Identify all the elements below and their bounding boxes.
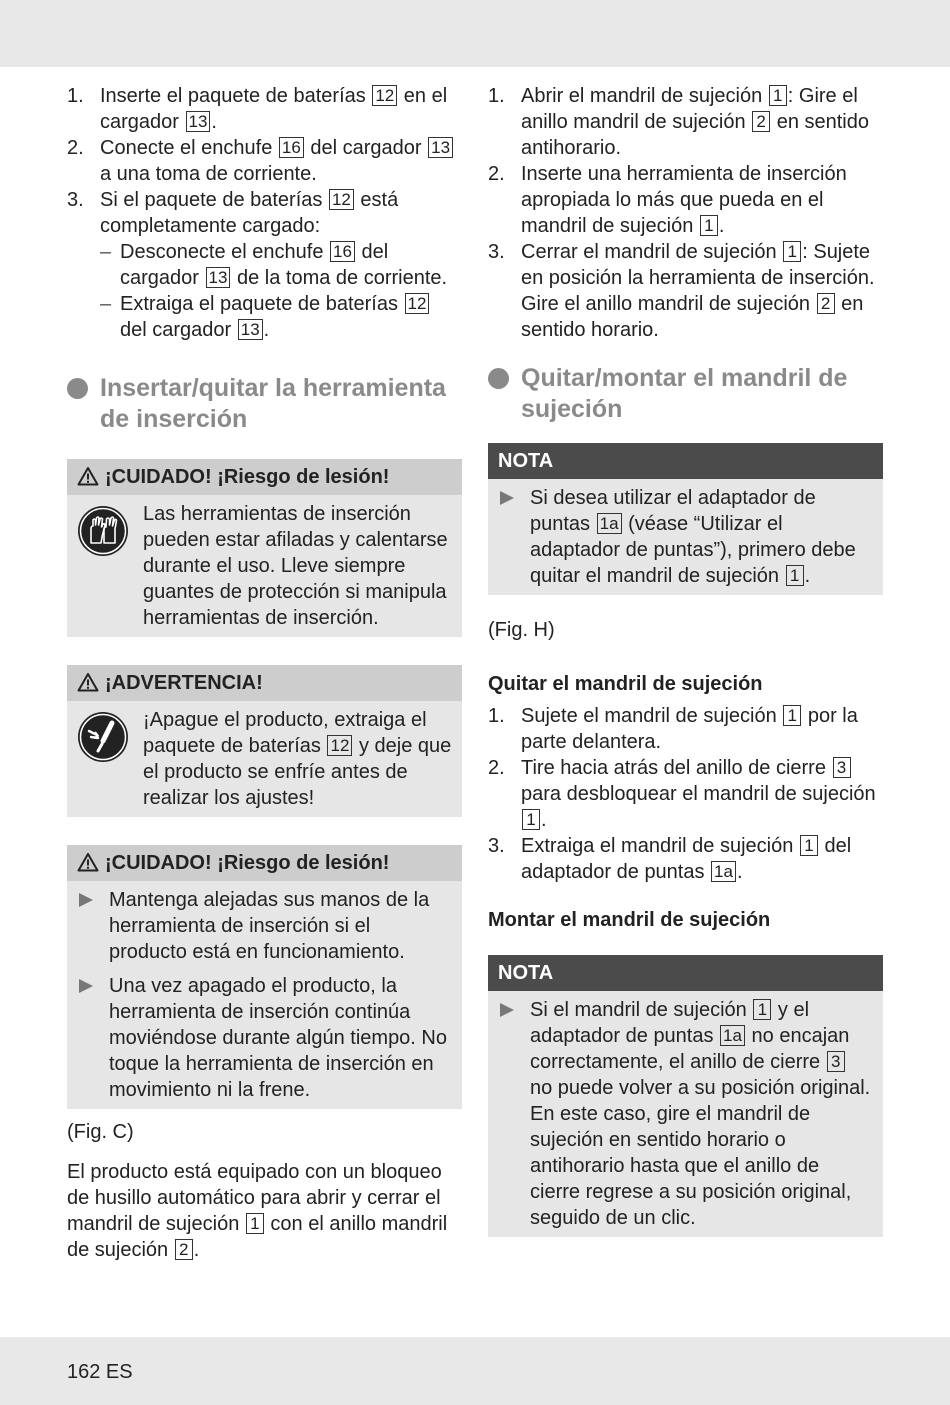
section-heading-text: Quitar/montar el mandril de sujeción (521, 364, 848, 423)
chuck-steps (488, 83, 883, 343)
step-text: Abrir el mandril de sujeción 1 : Gire el anillo mandril de sujeción 2 en sentido antihorario. (521, 85, 869, 159)
warning-header (67, 665, 462, 701)
reference-number: 2 (752, 111, 770, 132)
step-text: Extraiga el mandril de sujeción 1 del adaptador de puntas 1a . (521, 835, 852, 883)
list-item (488, 161, 883, 239)
triangle-bullet-icon (500, 491, 514, 505)
note-text: Si el mandril de sujeción 1 y el adaptador de puntas 1a no encajan correctamente, el anillo de cierre 3 no puede volver a su posición original. En este caso, gire el mandril de sujeción en sentido horario o antihorario hasta que el anillo de cierre regrese a su posición original, seguido de un clic. (530, 999, 871, 1229)
step-number: 3. (67, 189, 84, 211)
header-band (0, 0, 950, 67)
reference-number: 1 (522, 809, 540, 830)
reference-number: 1a (711, 861, 736, 882)
remove-steps (488, 703, 883, 885)
reference-number: 13 (238, 319, 263, 340)
reference-number: 13 (206, 267, 231, 288)
reference-number: 1 (700, 215, 718, 236)
section-heading (488, 363, 883, 425)
reference-number: 1 (783, 705, 801, 726)
step-text: Inserte el paquete de baterías 12 en el cargador 13 . (100, 85, 448, 133)
note-title: NOTA (488, 443, 883, 479)
step-number: 3. (488, 241, 505, 263)
caution-title: ¡CUIDADO! ¡Riesgo de lesión! (105, 852, 390, 874)
section-heading-text: Insertar/quitar la herramienta de inserción (100, 374, 446, 433)
reference-number: 16 (279, 137, 304, 158)
right-column (488, 83, 883, 1259)
warning-body (67, 701, 462, 817)
reference-number: 2 (175, 1239, 193, 1260)
list-item (488, 833, 883, 885)
step-text: Cerrar el mandril de sujeción 1 : Sujete en posición la herramienta de inserción. Gire el anillo mandril de sujeción 2 en sentido horario. (521, 241, 875, 341)
list-item (488, 83, 883, 161)
warning-text: ¡Apague el producto, extraiga el paquete de baterías 12 y deje que el producto se enfríe antes de realizar los ajustes! (143, 709, 452, 809)
caution-title: ¡CUIDADO! ¡Riesgo de lesión! (105, 466, 390, 488)
warning-title: ¡ADVERTENCIA! (105, 672, 263, 694)
caution-item-text: Una vez apagado el producto, la herramienta de inserción continúa moviéndose durante algún tiempo. No toque la herramienta de inserción en movimiento ni la frene. (109, 975, 447, 1101)
list-item (498, 485, 873, 589)
warning-triangle-icon (77, 852, 99, 872)
section-heading (67, 373, 462, 435)
caution-body (67, 495, 462, 637)
mount-chuck-heading: Montar el mandril de sujeción (488, 909, 771, 931)
sub-step-text: Extraiga el paquete de baterías 12 del cargador 13 . (120, 293, 430, 341)
caution-box (67, 459, 462, 637)
caution-box (67, 845, 462, 1109)
reference-number: 3 (833, 757, 851, 778)
circle-bullet-icon (488, 368, 509, 389)
caution-body (67, 881, 462, 1109)
note-box (488, 443, 883, 595)
list-item (77, 973, 452, 1103)
caution-text: Las herramientas de inserción pueden estar afiladas y calentarse durante el uso. Lleve siempre guantes de protección si manipula herramientas de inserción. (143, 503, 448, 629)
left-column (67, 83, 462, 1277)
note-box (488, 955, 883, 1237)
dash-marker: – (100, 241, 112, 263)
reference-number: 12 (329, 189, 354, 210)
charging-steps (67, 83, 462, 343)
step-text: Sujete el mandril de sujeción 1 por la parte delantera. (521, 705, 858, 753)
dash-marker: – (100, 293, 112, 315)
reference-number: 1 (753, 999, 771, 1020)
reference-number: 1 (800, 835, 818, 856)
footer-band (0, 1337, 950, 1405)
step-number: 3. (488, 835, 505, 857)
reference-number: 12 (327, 735, 352, 756)
caution-header (67, 459, 462, 495)
triangle-bullet-icon (500, 1003, 514, 1017)
reference-number: 1 (769, 85, 787, 106)
reference-number: 12 (372, 85, 397, 106)
triangle-bullet-icon (79, 979, 93, 993)
step-number: 2. (488, 757, 505, 779)
step-text: Tire hacia atrás del anillo de cierre 3 para desbloquear el mandril de sujeción 1 . (521, 757, 876, 831)
warning-triangle-icon (77, 466, 99, 486)
step-number: 1. (488, 705, 505, 727)
reference-number: 13 (428, 137, 453, 158)
sub-step (100, 239, 462, 291)
reference-number: 1 (246, 1213, 264, 1234)
sub-step (100, 291, 462, 343)
caution-header (67, 845, 462, 881)
note-body (488, 479, 883, 595)
step-text: Conecte el enchufe 16 del cargador 13 a una toma de corriente. (100, 137, 454, 185)
reference-number: 12 (405, 293, 430, 314)
step-number: 2. (67, 137, 84, 159)
triangle-bullet-icon (79, 893, 93, 907)
figure-reference: (Fig. H) (488, 619, 555, 641)
circle-bullet-icon (67, 378, 88, 399)
list-item (488, 239, 883, 343)
reference-number: 2 (817, 293, 835, 314)
note-title: NOTA (488, 955, 883, 991)
warning-triangle-icon (77, 672, 99, 692)
reference-number: 1a (720, 1025, 745, 1046)
list-item (67, 83, 462, 135)
caution-item-text: Mantenga alejadas sus manos de la herramienta de inserción si el producto está en funcionamiento. (109, 889, 430, 963)
step-text: Si el paquete de baterías 12 está completamente cargado: (100, 189, 399, 237)
note-text: Si desea utilizar el adaptador de puntas 1a (véase “Utilizar el adaptador de puntas”), primero debe quitar el mandril de sujeción 1 . (530, 487, 856, 587)
reference-number: 1 (786, 565, 804, 586)
list-item (488, 703, 883, 755)
list-item (67, 187, 462, 343)
remove-chuck-heading: Quitar el mandril de sujeción (488, 673, 763, 695)
reference-number: 3 (827, 1051, 845, 1072)
reference-number: 16 (330, 241, 355, 262)
step-text: Inserte una herramienta de inserción apropiada lo más que pueda en el mandril de sujeción 1 . (521, 163, 847, 237)
figure-reference: (Fig. C) (67, 1121, 134, 1143)
list-item (498, 997, 873, 1231)
reference-number: 1 (783, 241, 801, 262)
list-item (488, 755, 883, 833)
step-number: 1. (67, 85, 84, 107)
step-number: 1. (488, 85, 505, 107)
page-number: 162 ES (67, 1361, 133, 1383)
step-number: 2. (488, 163, 505, 185)
reference-number: 13 (186, 111, 211, 132)
warning-box (67, 665, 462, 817)
list-item (77, 887, 452, 965)
sub-step-text: Desconecte el enchufe 16 del cargador 13 de la toma de corriente. (120, 241, 448, 289)
reference-number: 1a (597, 513, 622, 534)
note-body (488, 991, 883, 1237)
sub-steps (100, 239, 462, 343)
gloves-icon (77, 505, 129, 557)
list-item (67, 135, 462, 187)
body-paragraph: El producto está equipado con un bloqueo de husillo automático para abrir y cerrar el mandril de sujeción 1 con el anillo mandril de sujeción 2 . (67, 1161, 448, 1261)
unplug-icon (77, 711, 129, 763)
